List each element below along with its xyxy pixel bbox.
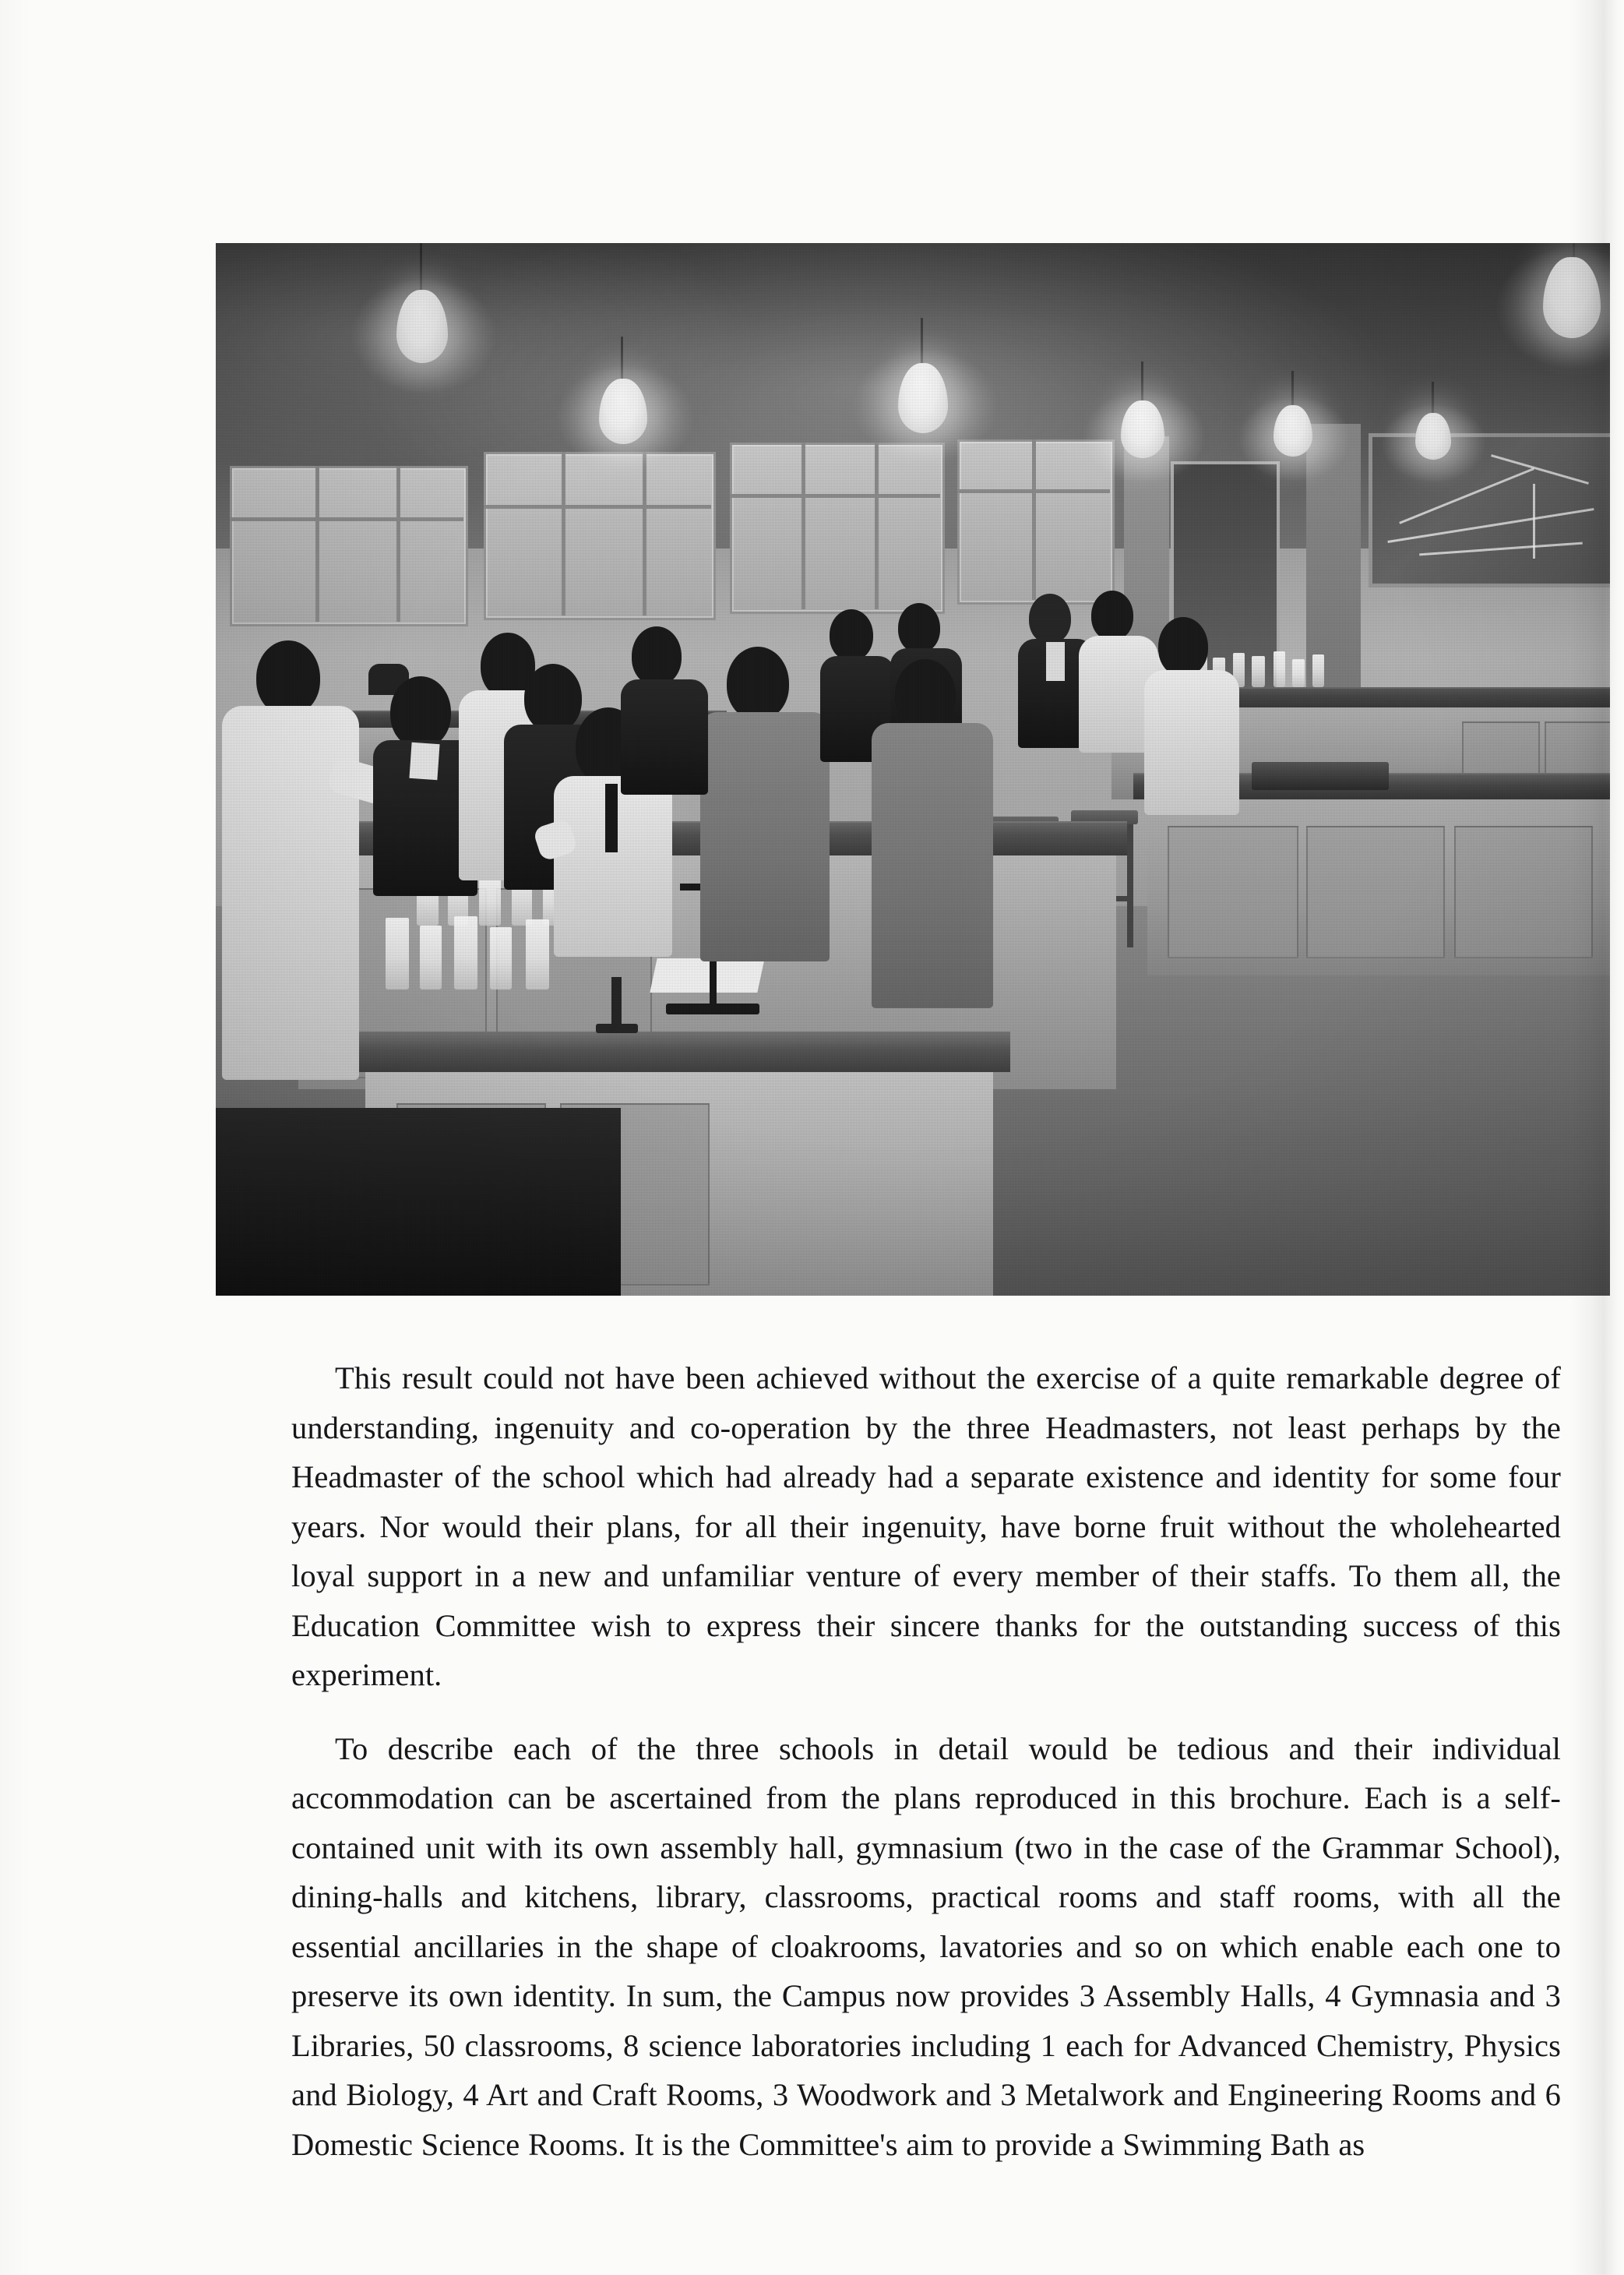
person-head [895,659,956,731]
window-transom [957,489,1110,493]
person-head [1029,594,1071,644]
reagent-bottle [1273,651,1285,687]
reagent-bottle [1292,659,1305,687]
window-bay [957,439,1115,605]
person-grey-coat [700,712,830,961]
window-bay [730,443,945,614]
window-bay [230,466,468,626]
reagent-bottle [386,918,409,989]
reagent-bottle [1252,656,1265,687]
body-text-block [291,1353,1561,2169]
bench-panel [1306,826,1445,958]
window-mullion [562,452,565,615]
lamp-glow [851,349,999,463]
window-mullion [643,452,646,615]
paper-sheet [650,958,764,993]
person-head [524,664,582,732]
bench-panel [1168,826,1298,958]
bench-panel [1454,826,1593,958]
retort-stand-base [666,1003,759,1014]
lamp-glow [350,277,498,394]
window-transom [730,494,940,498]
person-dark-top [621,679,708,795]
paragraph-2-text: To describe each of the three schools in detail would be tedious and their individual accommodation can be ascertained from the plans reproduced in this brochure. Each is a self-contained unit with its own assembly hall, gymnasium (two in the case of the Grammar School), dining-halls and kitchens, library, classrooms, practical rooms and staff rooms, with all the essential ancillaries in the shape of cloakrooms, lavatories and so on which enable each one to preserve its own identity. In sum, the Campus now provides 3 Assembly Halls, 4 Gymnasia and 3 Libraries, 50 classrooms, 8 science laboratories including 1 each for Advanced Chemistry, Physics and Biology, 4 Art and Craft Rooms, 3 Woodwork and 3 Metalwork and Engineering Rooms and 6 Domestic Science Rooms. It is the Committee's aim to provide a Swimming Bath as [291,1730,1561,2162]
person-grey-coat [872,723,993,1008]
person-head [898,603,940,653]
reagent-bottle [420,926,442,989]
window-mullion [396,466,400,622]
person-tie [605,784,618,852]
lamp-glow [1082,390,1207,483]
person-collar [409,742,439,780]
person-head [256,640,320,715]
window-transom [230,517,463,521]
reagent-bottle [490,927,512,989]
bunsen-burner-barrel [611,977,622,1025]
bench-cupboard [216,1108,621,1296]
person-head [727,647,789,720]
front-bench-worktop [340,1032,1010,1072]
page-left-edge-shadow [0,0,31,2275]
window-mullion [875,443,879,609]
window-mullion [1032,439,1036,600]
paragraph-1-text: This result could not have been achieved without the exercise of a quite remarkable degree of understanding, ingenuity and co-operation by the three Headmasters, not least perhaps by the Headmaster of the school which had already had a separate existence and identity for some four years. Nor would their plans, for all their ingenuity, have borne fruit without the wholehearted loyal support in a new and unfamiliar venture of every member of their staffs. To them all, the Education Committee wish to express their sincere thanks for the outstanding success of this experiment. [291,1360,1561,1692]
paragraph-2 [291,1724,1561,2170]
sink-basin [1252,762,1389,790]
reagent-bottle [454,916,477,989]
window-bay [484,452,716,620]
laboratory-photograph [216,243,1610,1296]
paragraph-1 [291,1353,1561,1700]
lamp-glow [1381,404,1487,483]
person-head [390,676,451,748]
lamp-glow [1238,396,1351,481]
lab-stool-leg [1127,824,1133,947]
person-head [830,609,873,661]
lamp-glow [555,365,696,469]
reagent-bottle [526,919,549,989]
reagent-bottle [1312,654,1324,687]
person-head [632,626,682,686]
person-head [1091,591,1133,640]
person-white-coat [1144,670,1239,815]
window-mullion [801,443,805,609]
person-head [1158,617,1208,676]
person-shirt-front [1046,642,1065,681]
window-transom [484,505,711,509]
window-mullion [315,466,319,622]
